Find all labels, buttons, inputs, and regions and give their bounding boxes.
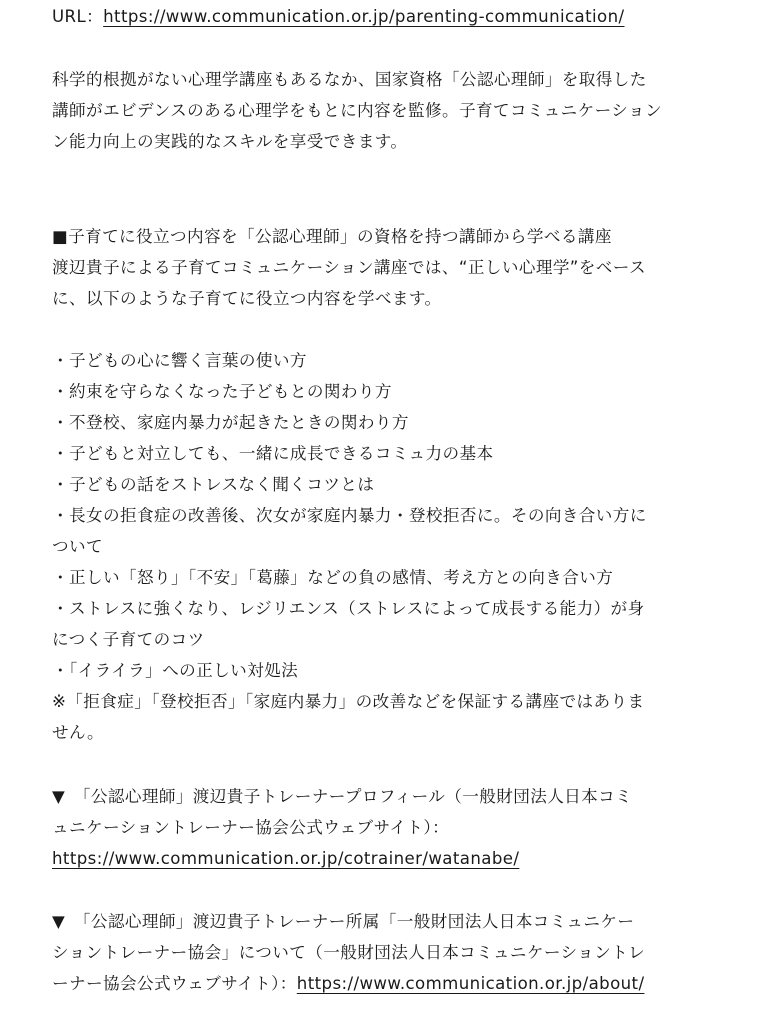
disclaimer-line-1: ※「拒食症」「登校拒否」「家庭内暴力」の改善などを保証する講座ではありま [52, 692, 645, 711]
intro-line-1: 科学的根拠がない心理学講座もあるなか、国家資格「公認心理師」を取得した [52, 70, 647, 89]
url-line [52, 7, 625, 27]
about-link[interactable]: https://www.communication.or.jp/about/ [296, 974, 645, 993]
disclaimer-line-2: せん。 [52, 723, 104, 742]
list-item: ・長女の拒食症の改善後、次女が家庭内暴力・登校拒否に。その向き合い方に [52, 506, 647, 525]
parenting-communication-link[interactable]: https://www.communication.or.jp/parenting-communication/ [103, 7, 625, 26]
list-item: ・正しい「怒り」「不安」「葛藤」などの負の感情、考え方との向き合い方 [52, 568, 614, 587]
association-line-3 [52, 974, 644, 994]
profile-line-2: ュニケーショントレーナー協会公式ウェブサイト）： [52, 818, 450, 837]
list-item: ・「イライラ」への正しい対処法 [52, 661, 299, 680]
url-label: URL： [52, 7, 104, 26]
list-item: ・ストレスに強くなり、レジリエンス（ストレスによって成長する能力）が身 [52, 599, 645, 618]
list-item: ・不登校、家庭内暴力が起きたときの関わり方 [52, 413, 409, 432]
document-page [52, 0, 712, 1024]
list-item: ・約束を守らなくなった子どもとの関わり方 [52, 382, 392, 401]
list-item-continuation: ついて [52, 537, 103, 556]
list-item: ・子どもの話をストレスなく聞くコツとは [52, 475, 375, 494]
trainer-profile-link[interactable]: https://www.communication.or.jp/cotrainer/watanabe/ [52, 849, 520, 868]
list-item: ・子どもと対立しても、一緒に成長できるコミュ力の基本 [52, 444, 494, 463]
section-body-line-2: に、以下のような子育てに役立つ内容を学べます。 [52, 289, 442, 308]
profile-link-line [52, 849, 519, 869]
profile-line-1: ▼ 「公認心理師」渡辺貴子トレーナープロフィール（一般財団法人日本コミ [52, 787, 633, 806]
section-body-line-1: 渡辺貴子による子育てコミュニケーション講座では、“正しい心理学”をベース [52, 258, 646, 277]
intro-line-2: 講師がエビデンスのある心理学をもとに内容を監修。子育てコミュニケーション [52, 101, 662, 120]
list-item-continuation: につく子育てのコツ [52, 630, 205, 649]
association-line-2: ショントレーナー協会」について（一般財団法人日本コミュニケーショントレ [52, 943, 646, 962]
intro-line-3: ン能力向上の実践的なスキルを享受できます。 [52, 132, 408, 151]
section-heading: ■子育てに役立つ内容を「公認心理師」の資格を持つ講師から学べる講座 [52, 227, 612, 246]
list-item: ・子どもの心に響く言葉の使い方 [52, 351, 307, 370]
association-line-1: ▼ 「公認心理師」渡辺貴子トレーナー所属「一般財団法人日本コミュニケー [52, 912, 635, 931]
association-line-3-prefix: ーナー協会公式ウェブサイト）： [52, 974, 297, 993]
